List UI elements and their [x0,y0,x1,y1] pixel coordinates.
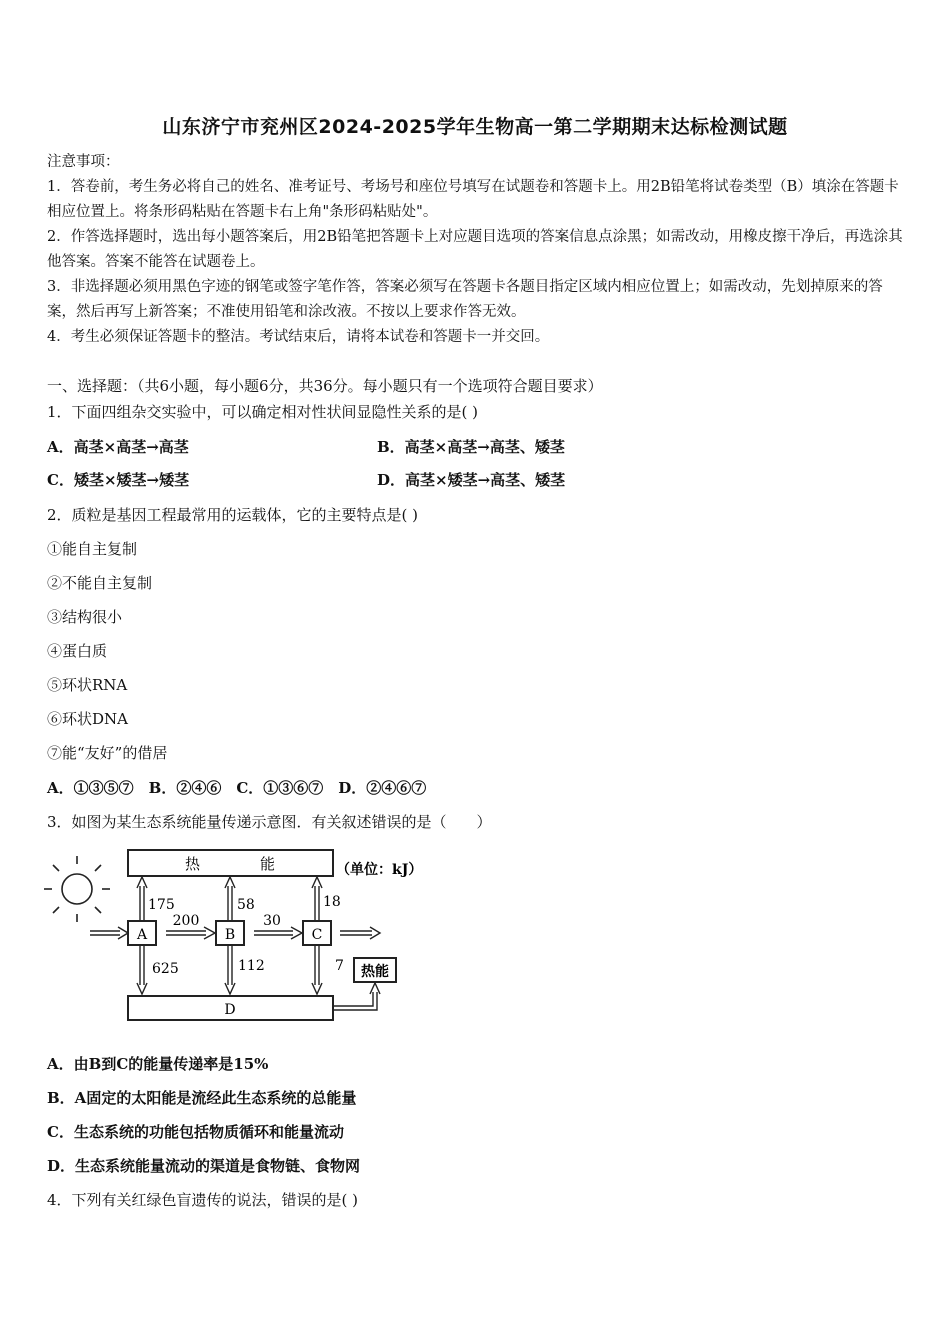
down-c-label: 7 [335,958,344,974]
arrow-a-down [137,946,147,994]
unit-label: （单位：kJ） [336,862,423,878]
flow-bc-label: 30 [263,913,281,929]
svg-text:D: D [224,1002,236,1018]
notice-heading: 注意事项： [47,154,120,170]
arrow-b-up [225,877,235,920]
svg-text:A: A [136,927,148,943]
page-title: 山东济宁市兖州区2024-2025学年生物高一第二学期期末达标检测试题 [162,116,788,138]
arrow-b-down [225,946,235,994]
flow-ab-label: 200 [172,913,200,929]
svg-text:B: B [224,927,236,943]
q3-option-c: C．生态系统的功能包括物质循环和能量流动 [47,1123,344,1141]
heat-box-label: 热能 [361,964,389,980]
notice-item: 3．非选择题必须用黑色字迹的钢笔或签字笔作答，答案必须写在答题卡各题目指定区域内相应位置上；如需改动，先划掉原来的答案，然后再写上新答案；不准使用铅笔和涂改液。不按以上要求作答无效。 [47,279,883,320]
q1-option-d: D．高茎×矮茎→高茎、矮茎 [377,471,566,489]
svg-text:C: C [311,927,323,943]
arrow-d-to-heat [333,983,380,1010]
q2-item: ⑦能“友好”的借居 [47,744,168,762]
arrow-c-down [312,946,322,994]
heat-top-label: 热 能 [184,855,276,873]
q2-item: ④蛋白质 [47,642,108,660]
arrow-sun-to-a [90,927,128,939]
sun-icon [44,856,110,922]
up-c-label: 18 [323,894,341,910]
q2-item: ③结构很小 [47,608,123,626]
q3-option-d: D．生态系统能量流动的渠道是食物链、食物网 [47,1157,361,1175]
q1-option-a: A．高茎×高茎→高茎 [47,438,189,456]
energy-flow-diagram [40,842,450,1030]
q2-item: ⑥环状DNA [47,710,128,728]
notice-block [47,150,907,350]
q2-item: ⑤环状RNA [47,676,128,694]
down-b-label: 112 [238,958,265,974]
q1-option-c: C．矮茎×矮茎→矮茎 [47,471,190,489]
up-b-label: 58 [237,897,255,913]
q2-options: A．①③⑤⑦ B．②④⑥ C．①③⑥⑦ D．②④⑥⑦ [47,779,427,797]
arrow-c-up [312,877,322,920]
question-4-stem: 4．下列有关红绿色盲遗传的说法，错误的是( ) [47,1191,359,1209]
q3-option-a: A．由B到C的能量传递率是15% [47,1055,269,1073]
up-a-label: 175 [148,897,175,913]
q2-item: ②不能自主复制 [47,574,153,592]
down-a-label: 625 [152,961,179,977]
arrow-c-out [340,927,380,939]
section-heading: 一、选择题：（共6小题，每小题6分，共36分。每小题只有一个选项符合题目要求） [47,377,603,395]
question-3-stem: 3．如图为某生态系统能量传递示意图．有关叙述错误的是（ ） [47,813,492,831]
notice-item: 4．考生必须保证答题卡的整洁。考试结束后，请将本试卷和答题卡一并交回。 [47,329,550,345]
q1-option-b: B．高茎×高茎→高茎、矮茎 [377,438,565,456]
question-2-stem: 2．质粒是基因工程最常用的运载体，它的主要特点是( ) [47,506,419,524]
q3-option-b: B．A固定的太阳能是流经此生态系统的总能量 [47,1089,357,1107]
arrow-a-up [137,877,147,920]
notice-item: 1．答卷前，考生务必将自己的姓名、准考证号、考场号和座位号填写在试题卷和答题卡上。用2B铅笔将试卷类型（B）填涂在答题卡相应位置上。将条形码粘贴在答题卡右上角"条形码粘贴处"。 [47,179,899,220]
q2-item: ①能自主复制 [47,540,138,558]
notice-item: 2．作答选择题时，选出每小题答案后，用2B铅笔把答题卡上对应题目选项的答案信息点涂黑；如需改动，用橡皮擦干净后，再选涂其他答案。答案不能答在试题卷上。 [47,229,903,270]
question-1-stem: 1．下面四组杂交实验中，可以确定相对性状间显隐性关系的是( ) [47,403,479,421]
